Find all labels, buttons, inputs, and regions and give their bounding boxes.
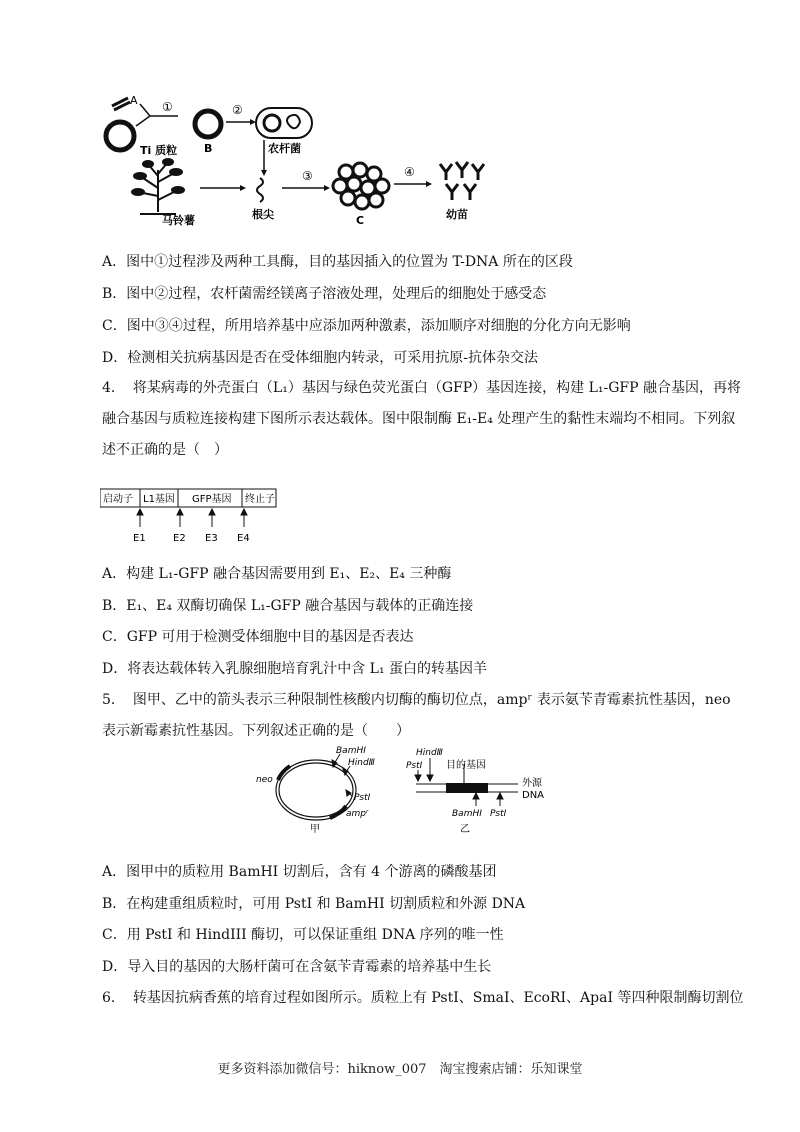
q4-stem-line3: 述不正确的是（ ）	[102, 442, 228, 458]
q6-stem-line1: 6． 转基因抗病香蕉的培育过程如图所示。质粒上有 PstI、SmaI、EcoRI、ApaI 等四种限制酶切割位	[102, 990, 744, 1006]
label-hindiii-b: HindⅢ	[416, 748, 443, 758]
label-ampr: ampʳ	[346, 809, 369, 819]
q4-stem-line1: 4． 将某病毒的外壳蛋白（L₁）基因与绿色荧光蛋白（GFP）基因连接，构建 L₁-GFP 融合基因，再将	[102, 380, 742, 396]
step-2-label: ②	[232, 103, 243, 117]
segment-promoter: 启动子	[103, 494, 133, 505]
label-potato: 马铃薯	[162, 214, 195, 227]
q4-option-b: B．E₁、E₄ 双酶切确保 L₁-GFP 融合基因与载体的正确连接	[102, 598, 474, 614]
callus-cell-cluster	[333, 163, 389, 209]
seedlings-icon	[440, 162, 484, 200]
q6-number: 6．	[102, 990, 125, 1006]
label-psti-c: PstⅠ	[490, 809, 507, 819]
enzyme-e4: E4	[237, 533, 250, 544]
q3-option-d: D．检测相关抗病基因是否在受体细胞内转录，可采用抗原-抗体杂交法	[102, 350, 538, 366]
enzyme-e3: E3	[205, 533, 218, 544]
label-hindiii: HindⅢ	[348, 758, 375, 768]
label-root-tip: 根尖	[252, 208, 274, 221]
label-psti: PstⅠ	[354, 793, 371, 803]
q5-option-a: A．图甲中的质粒用 BamHI 切割后，含有 4 个游离的磷酸基团	[102, 864, 497, 880]
q4-option-a: A．构建 L₁-GFP 融合基因需要用到 E₁、E₂、E₄ 三种酶	[102, 566, 452, 582]
figure-transgenic-potato	[100, 92, 520, 232]
root-tip-icon	[257, 178, 263, 202]
label-waiyuan: 外源	[522, 778, 542, 789]
potato-plant-icon	[131, 158, 185, 214]
label-target-gene: 目的基因	[446, 760, 486, 771]
page-footer: 更多资料添加微信号：hiknow_007 淘宝搜索店铺：乐知课堂	[217, 1062, 583, 1077]
q4-number: 4．	[102, 380, 125, 396]
q5-option-d: D．导入目的基因的大肠杆菌可在含氨苄青霉素的培养基中生长	[102, 959, 492, 975]
label-neo: neo	[256, 775, 273, 785]
label-bamhi-b: BamHⅠ	[452, 809, 482, 819]
enzyme-e2: E2	[173, 533, 186, 544]
label-a: A	[130, 94, 138, 107]
label-agrobacterium: 农杆菌	[268, 142, 301, 155]
q5-stem-line1: 5． 图甲、乙中的箭头表示三种限制性核酸内切酶的酶切位点，ampʳ 表示氨苄青霉素抗性基因，neo	[102, 692, 731, 708]
figure-plasmid-and-foreign-dna	[250, 744, 550, 836]
label-dna: DNA	[522, 790, 545, 801]
segment-gfp-gene: GFP基因	[192, 494, 232, 505]
q3-option-b: B．图中②过程，农杆菌需经镁离子溶液处理，处理后的细胞处于感受态	[102, 286, 547, 302]
ti-plasmid-ring	[106, 122, 134, 150]
segment-terminator: 终止子	[245, 494, 275, 505]
label-yi: 乙	[460, 824, 470, 835]
q5-number: 5．	[102, 692, 125, 708]
q5-option-b: B．在构建重组质粒时，可用 PstI 和 BamHI 切割质粒和外源 DNA	[102, 896, 526, 912]
label-ti-plasmid: Ti 质粒	[140, 144, 178, 157]
label-c: C	[356, 214, 365, 227]
gene-a-fragment	[112, 98, 130, 110]
label-seedling: 幼苗	[446, 208, 468, 221]
label-bamhi: BamHⅠ	[336, 746, 366, 756]
q3-option-a: A．图中①过程涉及两种工具酶，目的基因插入的位置为 T-DNA 所在的区段	[102, 254, 573, 270]
q5-stem-line2: 表示新霉素抗性基因。下列叙述正确的是（ ）	[102, 723, 410, 739]
q4-option-d: D．将表达载体转入乳腺细胞培育乳汁中含 L₁ 蛋白的转基因羊	[102, 661, 488, 677]
label-jia: 甲	[310, 824, 320, 835]
label-b: B	[204, 142, 213, 155]
step-3-label: ③	[302, 169, 313, 183]
figure-expression-vector	[100, 487, 280, 547]
q5-option-c: C．用 PstI 和 HindIII 酶切，可以保证重组 DNA 序列的唯一性	[102, 927, 504, 943]
label-psti-b: PstⅠ	[406, 761, 423, 771]
segment-l1-gene: L1基因	[143, 494, 175, 505]
step-1-label: ①	[162, 100, 173, 114]
q4-option-c: C．GFP 可用于检测受体细胞中目的基因是否表达	[102, 629, 414, 645]
step-4-label: ④	[404, 165, 415, 179]
target-gene-block	[446, 783, 488, 793]
plasmid-b-ring	[195, 111, 221, 137]
q4-stem-line2: 融合基因与质粒连接构建下图所示表达载体。图中限制酶 E₁-E₄ 处理产生的黏性末端均不相同。下列叙	[102, 411, 736, 427]
enzyme-e1: E1	[133, 533, 146, 544]
q3-option-c: C．图中③④过程，所用培养基中应添加两种激素，添加顺序对细胞的分化方向无影响	[102, 318, 631, 334]
